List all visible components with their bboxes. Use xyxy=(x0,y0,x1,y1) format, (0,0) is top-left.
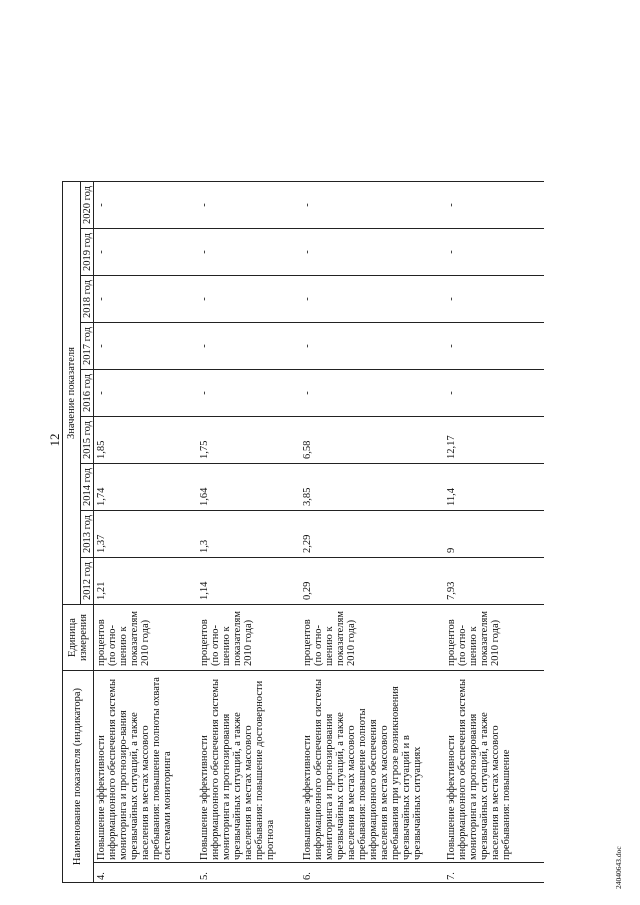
value-cell: - xyxy=(300,323,444,370)
value-cell: - xyxy=(94,182,197,229)
value-cell: 1,37 xyxy=(94,511,197,558)
value-cell: 1,75 xyxy=(197,417,300,464)
indicator-name: Повышение эффективности информационного обеспечения системы мониторинга и прогнозиро-вания чрезвычайных ситуаций, а также населения в местах массового пребывания: повышение полноты охвата системами мониторинга xyxy=(94,671,197,863)
value-cell: - xyxy=(300,276,444,323)
value-cell: - xyxy=(197,323,300,370)
header-year-3: 2014 год xyxy=(81,464,94,511)
value-cell: 3,85 xyxy=(300,464,444,511)
value-cell: 0,29 xyxy=(300,558,444,605)
row-number: 7. xyxy=(444,863,544,883)
value-cell: 1,85 xyxy=(94,417,197,464)
unit-cell: процентов (по отно-шению к показателям 2010 года) xyxy=(197,605,300,671)
header-values-group: Значение показателя xyxy=(63,182,81,605)
unit-cell: процентов (по отно-шению к показателям 2010 года) xyxy=(94,605,197,671)
row-number: 6. xyxy=(300,863,444,883)
value-cell: - xyxy=(444,182,544,229)
table-row xyxy=(94,182,197,883)
header-unit-col: Единица измерения xyxy=(63,605,94,671)
value-cell: - xyxy=(300,370,444,417)
row-number: 5. xyxy=(197,863,300,883)
value-cell: 12,17 xyxy=(444,417,544,464)
value-cell: - xyxy=(94,276,197,323)
header-year-2: 2013 год xyxy=(81,511,94,558)
value-cell: - xyxy=(444,276,544,323)
row-number: 4. xyxy=(94,863,197,883)
value-cell: - xyxy=(197,370,300,417)
table-row xyxy=(300,182,444,883)
value-cell: 1,74 xyxy=(94,464,197,511)
page-number: 12 xyxy=(47,433,62,447)
header-year-6: 2017 год xyxy=(81,323,94,370)
header-year-5: 2016 год xyxy=(81,370,94,417)
value-cell: 2,29 xyxy=(300,511,444,558)
header-year-4: 2015 год xyxy=(81,417,94,464)
header-year-1: 2012 год xyxy=(81,558,94,605)
header-year-8: 2019 год xyxy=(81,229,94,276)
value-cell: 1,21 xyxy=(94,558,197,605)
indicator-name: Повышение эффективности информационного обеспечения системы мониторинга и прогнозирования чрезвычайных ситуаций, а также населения в местах массового пребывания: повышение достоверности прогноза xyxy=(197,671,300,863)
unit-cell: процентов (по отно-шению к показателям 2010 года) xyxy=(444,605,544,671)
value-cell: - xyxy=(444,370,544,417)
value-cell: - xyxy=(94,229,197,276)
value-cell: - xyxy=(197,229,300,276)
value-cell: 1,14 xyxy=(197,558,300,605)
unit-cell: процентов (по отно-шению к показателям 2010 года) xyxy=(300,605,444,671)
header-year-9: 2020 год xyxy=(81,182,94,229)
indicator-name: Повышение эффективности информационного обеспечения системы мониторинга и прогнозирования чрезвычайных ситуаций, а также населения в местах массового пребывания: повышение xyxy=(444,671,544,863)
table-row xyxy=(444,182,544,883)
value-cell: 6,58 xyxy=(300,417,444,464)
value-cell: 11,4 xyxy=(444,464,544,511)
value-cell: - xyxy=(300,229,444,276)
footer-doc-id: 2404064З.doc xyxy=(614,846,623,889)
value-cell: - xyxy=(444,323,544,370)
value-cell: 1,3 xyxy=(197,511,300,558)
indicators-table xyxy=(62,181,544,883)
header-name-col: Наименование показателя (индикатора) xyxy=(63,671,94,883)
indicator-name: Повышение эффективности информационного обеспечения системы мониторинга и прогнозирования чрезвычайных ситуаций, а также населения в местах массового пребывания: повышение полноты информационного обеспечения населения в местах массового пребывания при угрозе возникновения чрезвычайных ситуаций и в чрезвычайных ситуациях xyxy=(300,671,444,863)
value-cell: - xyxy=(444,229,544,276)
value-cell: - xyxy=(197,182,300,229)
value-cell: 9 xyxy=(444,511,544,558)
header-year-7: 2018 год xyxy=(81,276,94,323)
value-cell: - xyxy=(94,370,197,417)
value-cell: - xyxy=(300,182,444,229)
table-row xyxy=(197,182,300,883)
value-cell: - xyxy=(197,276,300,323)
value-cell: 7,93 xyxy=(444,558,544,605)
value-cell: - xyxy=(94,323,197,370)
value-cell: 1,64 xyxy=(197,464,300,511)
